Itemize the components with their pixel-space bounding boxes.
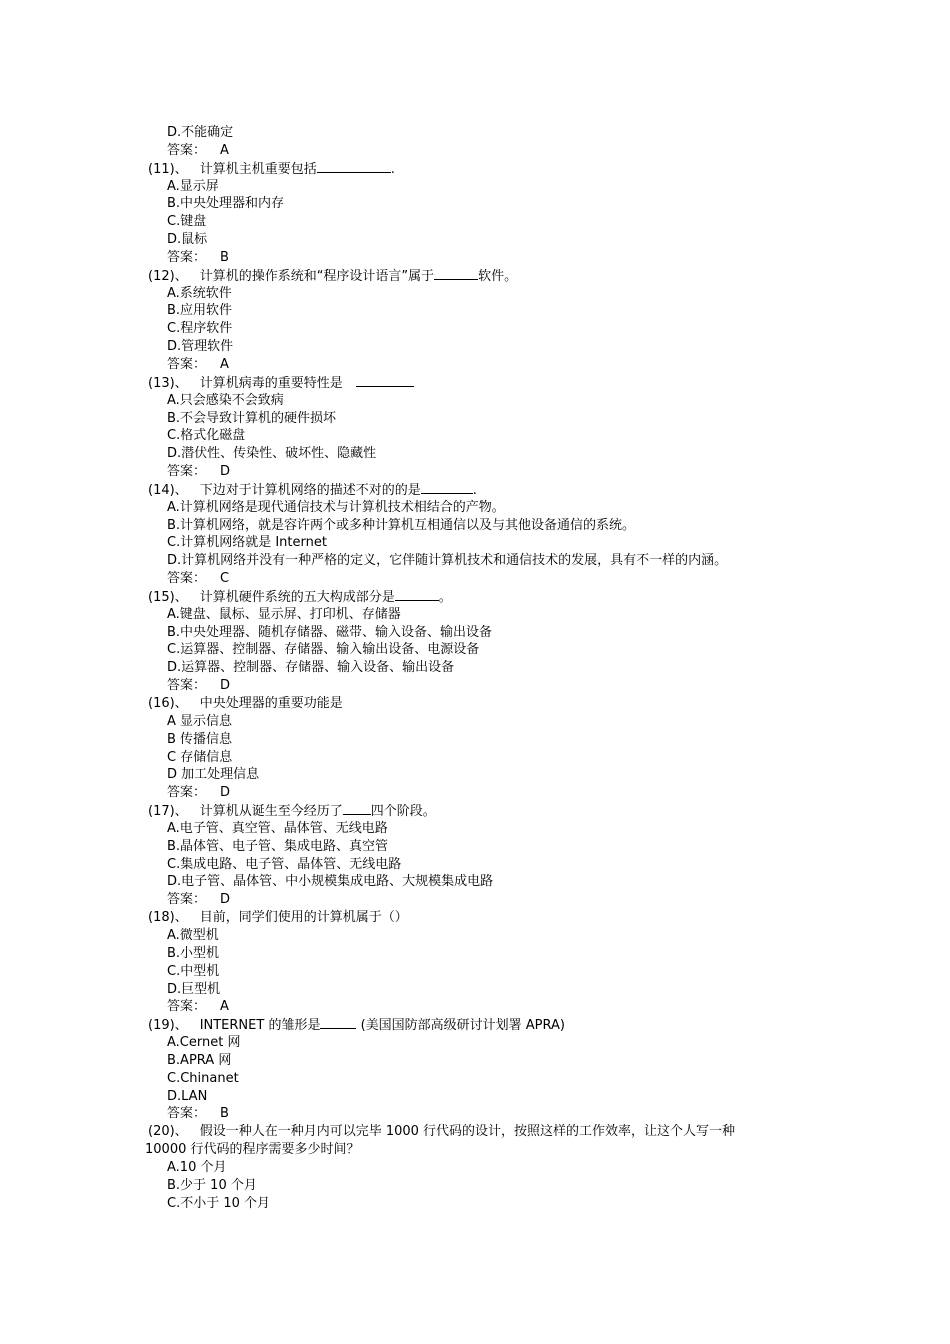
question-line xyxy=(0,588,950,606)
option-item: C 存储信息 xyxy=(167,749,233,765)
option-item: A.Cernet 网 xyxy=(167,1035,241,1051)
answer-line xyxy=(0,463,950,481)
option-item: C.中型机 xyxy=(167,963,220,979)
answer-value: B xyxy=(220,1106,229,1122)
question-line xyxy=(0,802,950,820)
answer-line xyxy=(0,356,950,374)
question-line xyxy=(0,1123,950,1141)
answer-label: 答案： xyxy=(167,999,207,1015)
answer-blank xyxy=(320,1016,356,1029)
option-item: B.少于 10 个月 xyxy=(167,1177,257,1193)
option-item: A.10 个月 xyxy=(167,1159,227,1175)
leading-option: D.不能确定 xyxy=(167,125,234,140)
option-item: A.微型机 xyxy=(167,927,219,943)
answer-line xyxy=(0,784,950,802)
option-item: B 传播信息 xyxy=(167,731,233,747)
option-item: D.电子管、晶体管、中小规模集成电路、大规模集成电路 xyxy=(167,874,494,890)
question-text: 假设一种人在一种月内可以完毕 1000 行代码的设计，按照这样的工作效率，让这个人写一种 xyxy=(199,1124,736,1140)
question-number: (18)、 xyxy=(148,910,188,926)
question-continuation: 10000 行代码的程序需要多少时间？ xyxy=(145,1142,360,1158)
answer-label: 答案： xyxy=(167,1106,207,1122)
question-text: 计算机主机重要包括 xyxy=(199,161,317,177)
question-number: (13)、 xyxy=(148,375,188,391)
question-text: 计算机硬件系统的五大构成部分是 xyxy=(199,589,395,605)
question-line xyxy=(0,909,950,927)
option-item: B.晶体管、电子管、集成电路、真空管 xyxy=(167,838,389,854)
question-text-after: . xyxy=(390,161,395,177)
option-item: A.系统软件 xyxy=(167,285,232,301)
answer-value: D xyxy=(220,464,231,480)
option-item: B.中央处理器、随机存储器、磁带、输入设备、输出设备 xyxy=(167,624,493,640)
question-number: (20)、 xyxy=(148,1124,188,1140)
option-item: C.计算机网络就是 Internet xyxy=(167,535,327,551)
answer-value: A xyxy=(220,356,229,372)
answer-line xyxy=(0,891,950,909)
answer-value: B xyxy=(220,249,229,265)
answer-label: 答案： xyxy=(167,464,207,480)
option-item: B.不会导致计算机的硬件损坏 xyxy=(167,410,337,426)
question-number: (14)、 xyxy=(148,482,188,498)
question-text: 下边对于计算机网络的描述不对的的是 xyxy=(199,482,421,498)
question-text-after: 四个阶段。 xyxy=(370,804,436,820)
answer-label: 答案： xyxy=(167,571,207,587)
question-line xyxy=(0,695,950,713)
option-item: A.显示屏 xyxy=(167,178,219,194)
answer-label: 答案： xyxy=(167,142,207,158)
answer-line xyxy=(0,249,950,267)
question-line xyxy=(0,374,950,392)
leading-answer xyxy=(0,142,950,160)
option-item: D.管理软件 xyxy=(167,339,234,355)
option-item: D 加工处理信息 xyxy=(167,767,260,783)
answer-value: D xyxy=(220,892,231,908)
option-item: A.只会感染不会致病 xyxy=(167,392,284,408)
answer-blank xyxy=(395,588,439,601)
option-item: D.运算器、控制器、存储器、输入设备、输出设备 xyxy=(167,660,455,676)
question-text: 计算机病毒的重要特性是 xyxy=(199,375,356,391)
option-item: D.计算机网络并没有一种严格的定义，它伴随计算机技术和通信技术的发展，具有不一样的内涵。 xyxy=(167,553,728,569)
answer-value: C xyxy=(220,571,230,587)
answer-label: 答案： xyxy=(167,678,207,694)
option-item: B.中央处理器和内存 xyxy=(167,196,285,212)
option-item: D.潜伏性、传染性、破坏性、隐藏性 xyxy=(167,446,377,462)
question-number: (16)、 xyxy=(148,696,188,711)
option-item: D.鼠标 xyxy=(167,232,208,248)
option-item: B.小型机 xyxy=(167,945,220,961)
question-number: (11)、 xyxy=(148,161,188,177)
answer-value: D xyxy=(220,785,231,801)
question-number: (15)、 xyxy=(148,589,188,605)
question-text-after: 软件。 xyxy=(478,268,518,284)
document-page xyxy=(0,124,950,1212)
option-item: C.键盘 xyxy=(167,214,207,230)
question-list xyxy=(0,160,950,1213)
question-number: (19)、 xyxy=(148,1018,188,1034)
option-item: A 显示信息 xyxy=(167,713,233,729)
answer-blank xyxy=(434,267,478,280)
option-item: C.格式化磁盘 xyxy=(167,428,246,444)
answer-line xyxy=(0,677,950,695)
question-text: 计算机从诞生至今经历了 xyxy=(199,804,343,820)
option-item: C.运算器、控制器、存储器、输入输出设备、电源设备 xyxy=(167,642,480,658)
question-number: (17)、 xyxy=(148,804,188,820)
question-line xyxy=(0,160,950,178)
question-text-after: . xyxy=(472,482,477,498)
question-number: (12)、 xyxy=(148,268,188,284)
answer-blank xyxy=(343,802,371,815)
answer-blank xyxy=(317,160,391,173)
answer-label: 答案： xyxy=(167,785,207,801)
question-text: 中央处理器的重要功能是 xyxy=(199,696,343,711)
question-line xyxy=(0,1016,950,1034)
option-item: B.计算机网络，就是容许两个或多种计算机互相通信以及与其他设备通信的系统。 xyxy=(167,517,636,533)
question-line xyxy=(0,481,950,499)
answer-line xyxy=(0,1105,950,1123)
answer-value: A xyxy=(220,999,229,1015)
answer-blank xyxy=(356,374,414,387)
question-text-after: 。 xyxy=(438,589,452,605)
option-item: A.电子管、真空管、晶体管、无线电路 xyxy=(167,820,388,836)
option-item: C.集成电路、电子管、晶体管、无线电路 xyxy=(167,856,402,872)
answer-value: A xyxy=(220,142,229,158)
answer-blank xyxy=(421,481,473,494)
question-line xyxy=(0,267,950,285)
option-item: D.巨型机 xyxy=(167,981,221,997)
option-item: C.不小于 10 个月 xyxy=(167,1195,271,1211)
answer-line xyxy=(0,570,950,588)
question-text: INTERNET 的雏形是 xyxy=(199,1018,321,1034)
answer-label: 答案： xyxy=(167,892,207,908)
answer-value: D xyxy=(220,678,231,694)
answer-label: 答案： xyxy=(167,249,207,265)
question-text: 计算机的操作系统和“程序设计语言”属于 xyxy=(199,268,435,284)
option-item: C.Chinanet xyxy=(167,1070,239,1086)
option-item: B.APRA 网 xyxy=(167,1052,232,1068)
question-text: 目前，同学们使用的计算机属于（） xyxy=(199,910,408,926)
question-text-after: (美国国防部高级研讨计划署 APRA) xyxy=(356,1018,565,1034)
option-item: A.计算机网络是现代通信技术与计算机技术相结合的产物。 xyxy=(167,499,505,515)
answer-line xyxy=(0,998,950,1016)
option-item: B.应用软件 xyxy=(167,303,233,319)
answer-label: 答案： xyxy=(167,356,207,372)
option-item: C.程序软件 xyxy=(167,321,233,337)
option-item: A.键盘、鼠标、显示屏、打印机、存储器 xyxy=(167,606,401,622)
option-item: D.LAN xyxy=(167,1088,208,1104)
